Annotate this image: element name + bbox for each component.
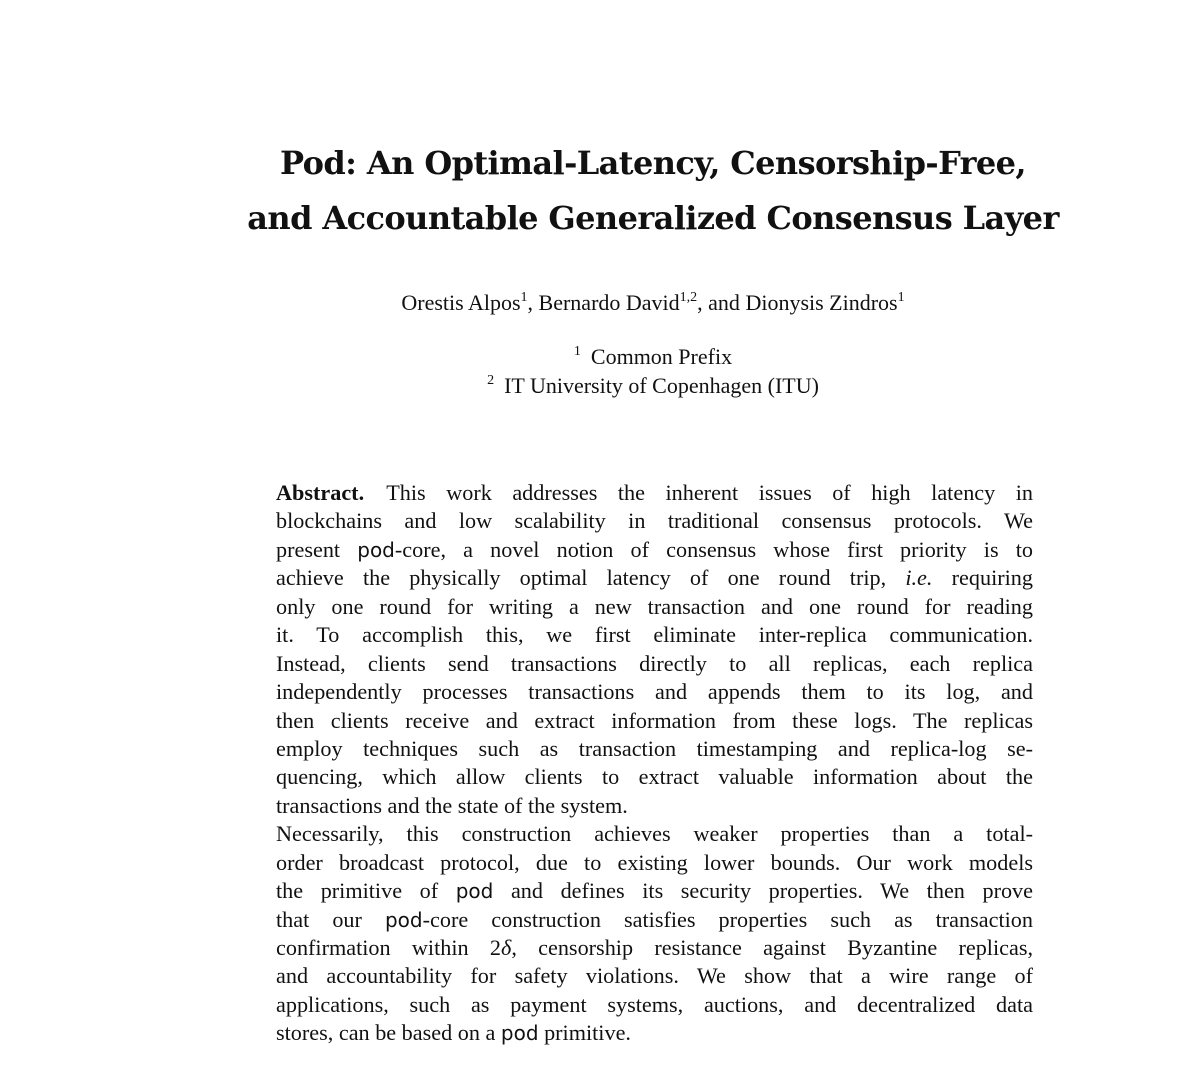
affiliation-mark: 1 <box>573 344 581 359</box>
abstract-line: order broadcast protocol, due to existing lower bounds. Our work models <box>276 849 1033 875</box>
abstract-line: stores, can be based on a pod primitive. <box>276 1020 631 1046</box>
author-name: Dionysis Zindros <box>745 290 898 315</box>
abstract-line: independently processes transactions and appends them to its log, and <box>276 679 1033 705</box>
italic-text: δ <box>500 935 512 960</box>
author-name: Orestis Alpos <box>401 290 521 315</box>
pod-term: pod <box>500 1021 539 1046</box>
title-line: and Accountable Generalized Consensus Layer <box>247 199 1059 237</box>
affiliation <box>200 371 1106 400</box>
affiliation-name: Common Prefix <box>590 344 733 369</box>
abstract-line: then clients receive and extract information from these logs. The replicas <box>276 707 1033 733</box>
abstract-line: the primitive of pod and defines its security properties. We then prove <box>276 878 1033 904</box>
author-list <box>200 283 1106 323</box>
abstract-line: present pod-core, a novel notion of consensus whose first priority is to <box>276 536 1033 562</box>
abstract-line: confirmation within 2δ, censorship resistance against Byzantine replicas, <box>276 935 1033 960</box>
abstract-line: that our pod-core construction satisfies properties such as transaction <box>276 906 1033 932</box>
pod-term: pod <box>357 537 395 562</box>
abstract-line: achieve the physically optimal latency of one round trip, i.e. requiring <box>276 565 1033 591</box>
affiliation-list <box>200 342 1106 400</box>
italic-text: i.e. <box>905 565 933 591</box>
abstract <box>276 479 1033 1048</box>
author-affiliation-mark: 1,2 <box>679 290 698 305</box>
affiliation-mark: 2 <box>487 373 495 388</box>
abstract-line: employ techniques such as transaction timestamping and replica-log se- <box>276 735 1033 761</box>
abstract-line: applications, such as payment systems, auctions, and decentralized data <box>276 991 1033 1017</box>
abstract-line: Abstract. This work addresses the inherent issues of high latency in <box>276 480 1034 505</box>
title-line: Pod: An Optimal-Latency, Censorship-Free, <box>280 144 1026 182</box>
abstract-line: quencing, which allow clients to extract valuable information about the <box>276 764 1033 790</box>
abstract-line: it. To accomplish this, we first eliminate inter-replica communication. <box>276 622 1033 648</box>
author-separator: , <box>527 290 539 315</box>
abstract-line: Instead, clients send transactions directly to all replicas, each replica <box>276 650 1033 676</box>
abstract-line: and accountability for safety violations. We show that a wire range of <box>276 963 1033 989</box>
abstract-line: blockchains and low scalability in traditional consensus protocols. We <box>276 508 1033 534</box>
author-name: Bernardo David <box>538 290 680 315</box>
pod-term: pod <box>455 879 494 904</box>
abstract-heading: Abstract. <box>276 480 365 505</box>
abstract-line: transactions and the state of the system. <box>276 792 628 818</box>
pod-term: pod <box>384 907 423 932</box>
paper-title <box>200 136 1106 246</box>
affiliation <box>200 342 1106 371</box>
author-affiliation-mark: 1 <box>520 290 528 305</box>
author-separator: , and <box>697 290 746 315</box>
author-affiliation-mark: 1 <box>897 290 905 305</box>
affiliation-name: IT University of Copenhagen (ITU) <box>504 373 819 398</box>
abstract-line: only one round for writing a new transaction and one round for reading <box>276 593 1033 619</box>
abstract-line: Necessarily, this construction achieves weaker properties than a total- <box>276 821 1033 847</box>
